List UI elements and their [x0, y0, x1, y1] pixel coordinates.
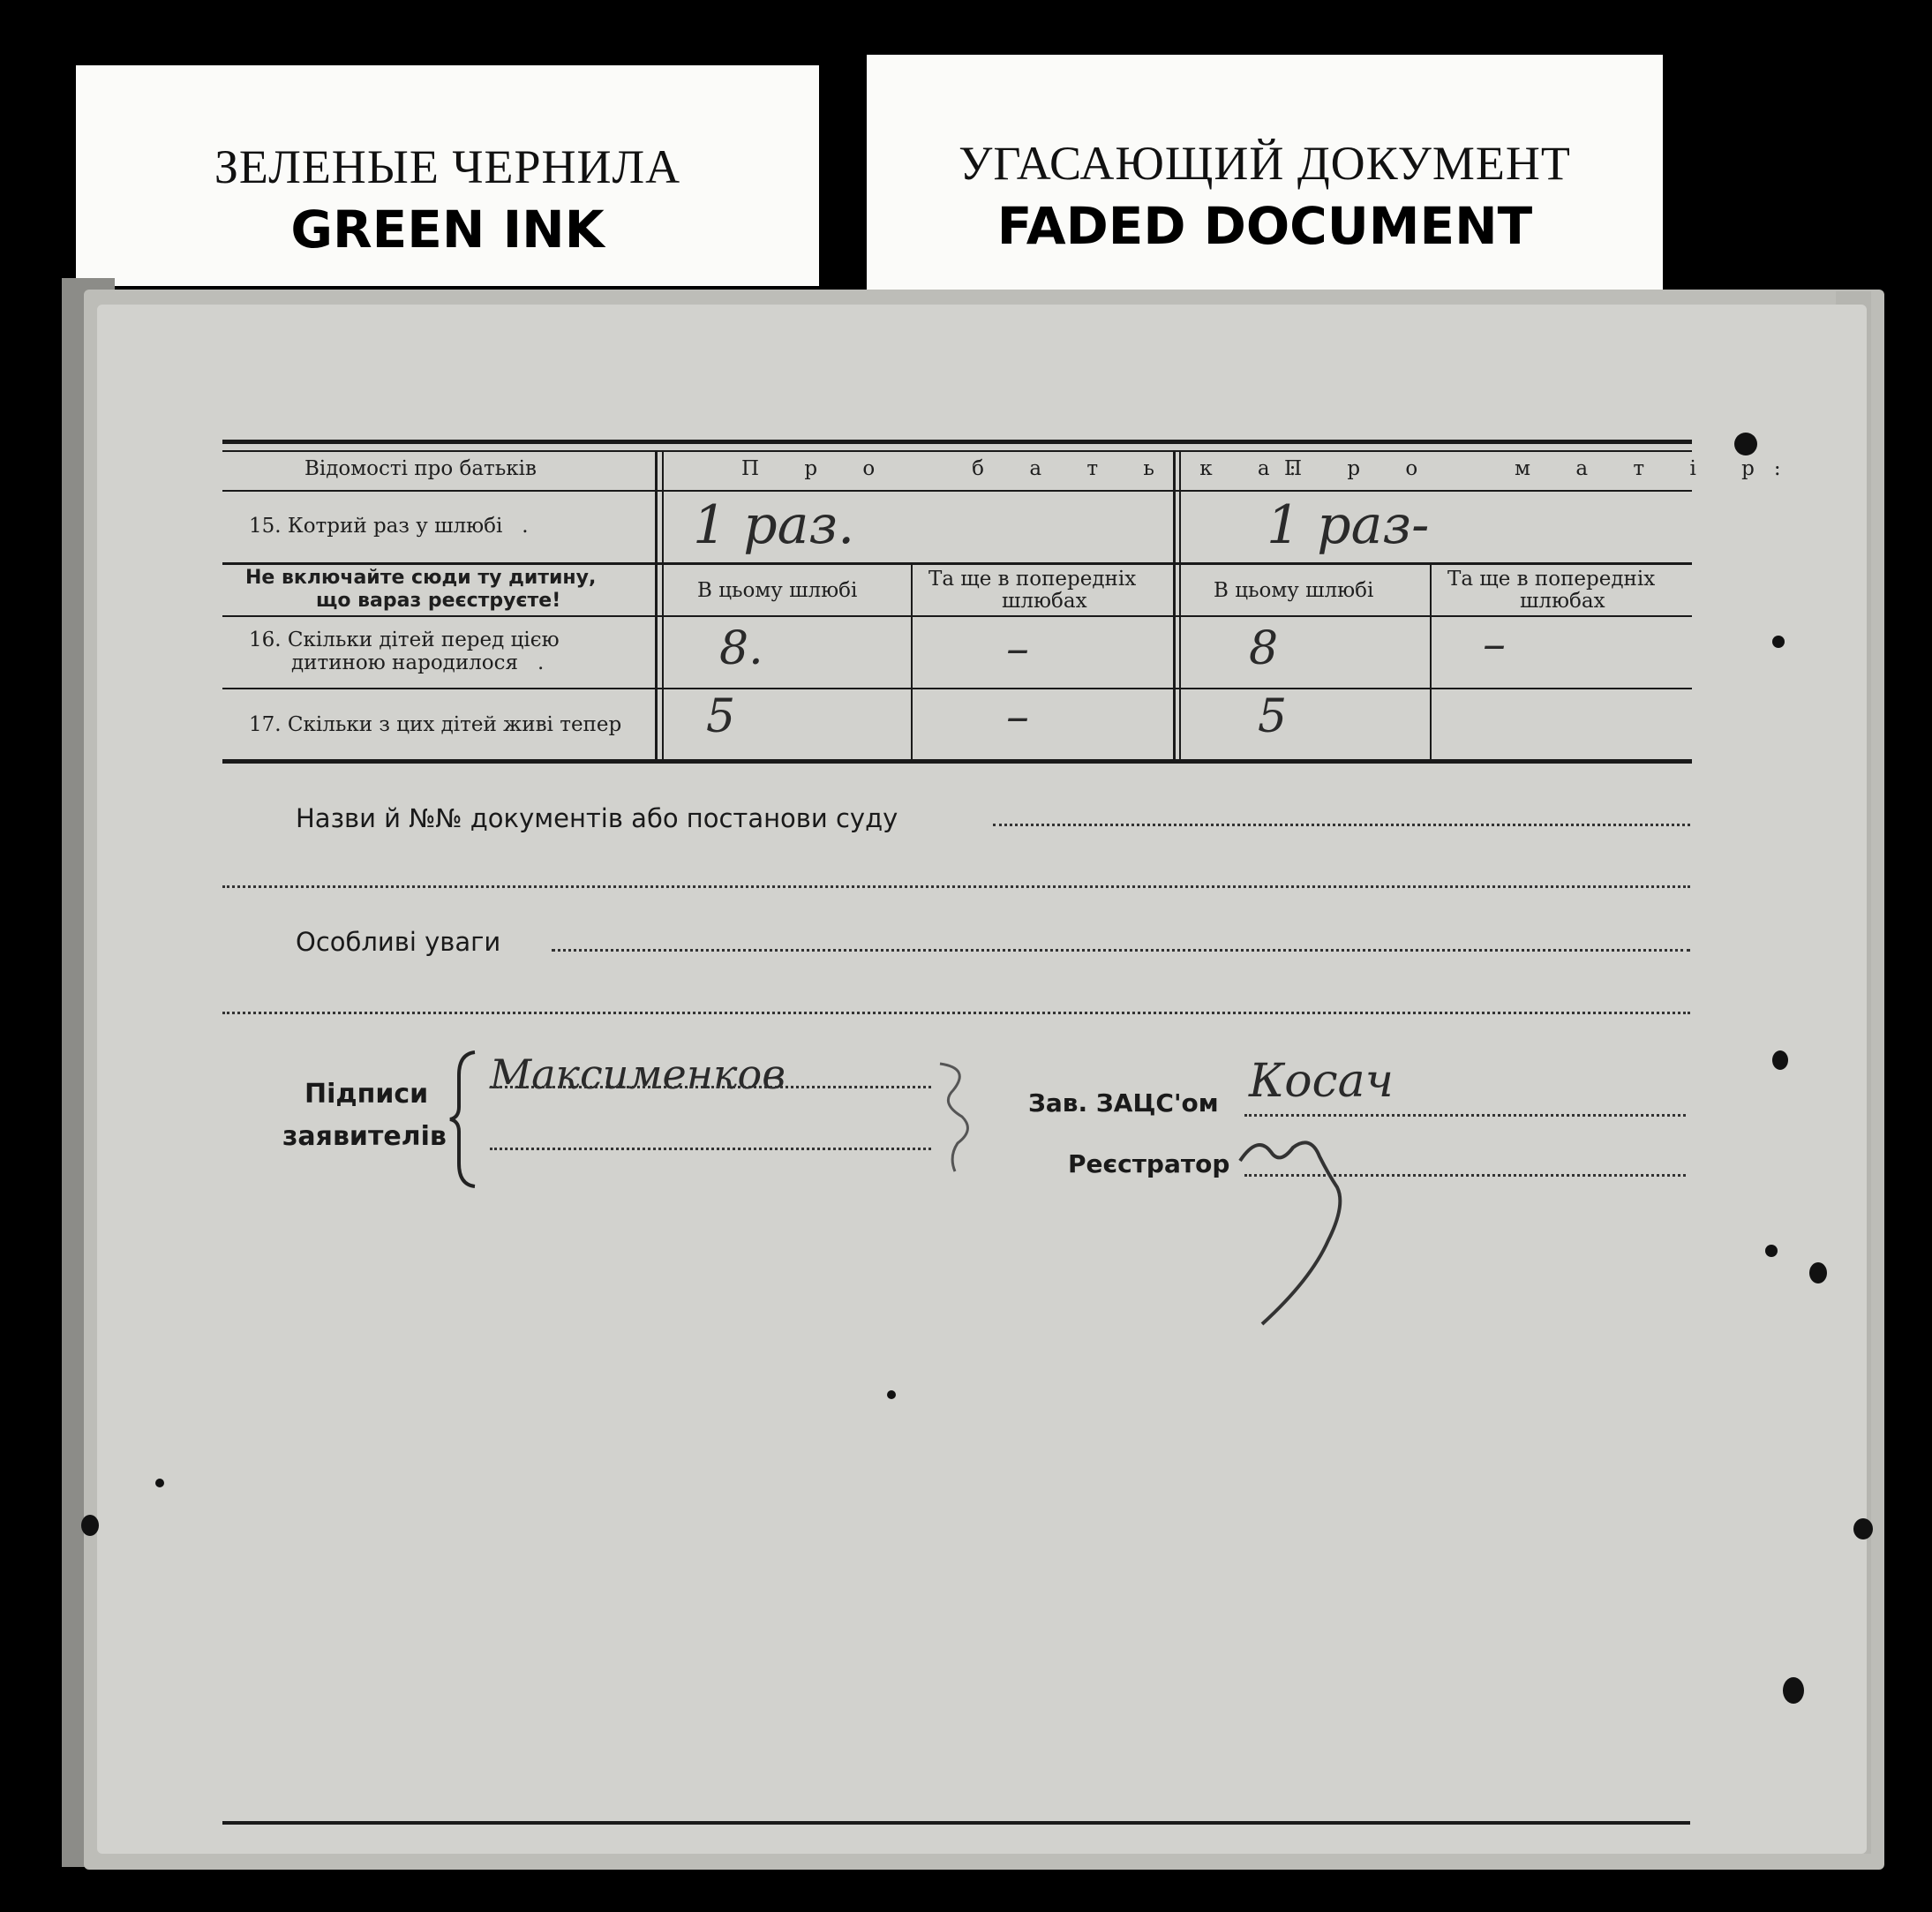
head-signature-line: [1244, 1114, 1686, 1117]
head-signature: Косач: [1249, 1055, 1394, 1108]
subheader-father-prev-line2: шлюбах: [1002, 590, 1087, 613]
applicant-signature-line-2: [490, 1148, 931, 1150]
applicant-signature: Максименков: [490, 1050, 786, 1098]
row15-father-value: 1 раз.: [693, 494, 855, 556]
table-rule: [222, 562, 1692, 565]
punch-hole: [1783, 1677, 1804, 1704]
note-line2: що вараз реєструєте!: [316, 590, 561, 612]
documents-field-line-2: [222, 885, 1690, 888]
row16-father-this: 8.: [719, 622, 763, 675]
row16-label-line2: дитиною народилося .: [291, 651, 545, 674]
registrar-signature: [1231, 1125, 1372, 1337]
row16-label-line1: 16. Скільки дітей перед цією: [249, 629, 560, 651]
applicant-signature-line: [490, 1086, 931, 1088]
subheader-father-prev-line1: Та ще в попередніх: [928, 568, 1137, 591]
row17-father-prev: –: [1006, 690, 1029, 743]
table-top-rule: [222, 440, 1692, 444]
subheader-mother-this-marriage: В цьому шлюбі: [1214, 579, 1374, 602]
table-rule: [222, 615, 1692, 617]
punch-hole: [1809, 1262, 1827, 1283]
green-ink-label-ru: ЗЕЛЕНЫЕ ЧЕРНИЛА: [214, 140, 681, 193]
punch-hole: [1772, 636, 1785, 648]
table-rule: [222, 490, 1692, 492]
note-line1: Не включайте сюди ту дитину,: [245, 567, 597, 589]
row15-label: 15. Котрий раз у шлюбі .: [249, 515, 529, 538]
remarks-field-label: Особливі уваги: [296, 927, 501, 957]
punch-hole: [81, 1515, 99, 1536]
table-top-rule-2: [222, 450, 1692, 452]
row17-father-this: 5: [706, 690, 736, 743]
applicants-label-line1: Підписи: [304, 1079, 429, 1110]
subheader-mother-prev-line1: Та ще в попередніх: [1447, 568, 1656, 591]
punch-hole: [1765, 1245, 1778, 1257]
row16-father-prev: –: [1006, 622, 1029, 675]
header-mother: П р о м а т і р:: [1284, 457, 1800, 480]
row17-mother-this: 5: [1258, 690, 1288, 743]
faded-document-label-en: FADED DOCUMENT: [996, 196, 1533, 256]
table-col-rule: [1430, 565, 1432, 761]
table-rule: [222, 688, 1692, 689]
table-col-rule: [662, 452, 664, 761]
head-label: Зав. ЗАЦС'ом: [1028, 1088, 1219, 1118]
table-col-rule: [1173, 452, 1176, 761]
table-col-rule: [911, 565, 913, 761]
faded-document-label-card: [867, 55, 1663, 297]
applicant-signature-flourish: [936, 1055, 989, 1178]
punch-hole: [887, 1390, 896, 1399]
documents-field-line: [993, 824, 1690, 826]
registrar-label: Реєстратор: [1068, 1149, 1230, 1178]
green-ink-label-en: GREEN INK: [290, 199, 605, 260]
subheader-mother-prev-line2: шлюбах: [1520, 590, 1605, 613]
documents-field-label: Назви й №№ документів або постанови суду: [296, 803, 898, 833]
row16-mother-prev: –: [1483, 618, 1506, 671]
header-father: П р о б а т ь к а:: [741, 457, 1316, 480]
remarks-field-line-2: [222, 1012, 1690, 1014]
row15-mother-value: 1 раз-: [1267, 494, 1430, 556]
row17-label: 17. Скільки з цих дітей живі тепер: [249, 713, 622, 736]
punch-hole: [155, 1479, 164, 1487]
header-parents-info: Відомості про батьків: [304, 457, 537, 480]
punch-hole: [1772, 1050, 1788, 1070]
remarks-field-line: [552, 949, 1690, 952]
applicants-brace: [448, 1049, 484, 1190]
punch-hole: [1734, 433, 1757, 455]
subheader-father-this-marriage: В цьому шлюбі: [697, 579, 858, 602]
table-bottom-rule: [222, 759, 1692, 764]
faded-document-label-ru: УГАСАЮЩИЙ ДОКУМЕНТ: [958, 137, 1571, 190]
bottom-rule: [222, 1821, 1690, 1825]
applicants-label-line2: заявителів: [282, 1121, 447, 1152]
table-col-rule: [1179, 452, 1181, 761]
green-ink-label-card: [76, 65, 819, 286]
table-col-rule: [655, 452, 658, 761]
punch-hole: [1853, 1518, 1873, 1539]
row16-mother-this: 8: [1249, 622, 1279, 675]
